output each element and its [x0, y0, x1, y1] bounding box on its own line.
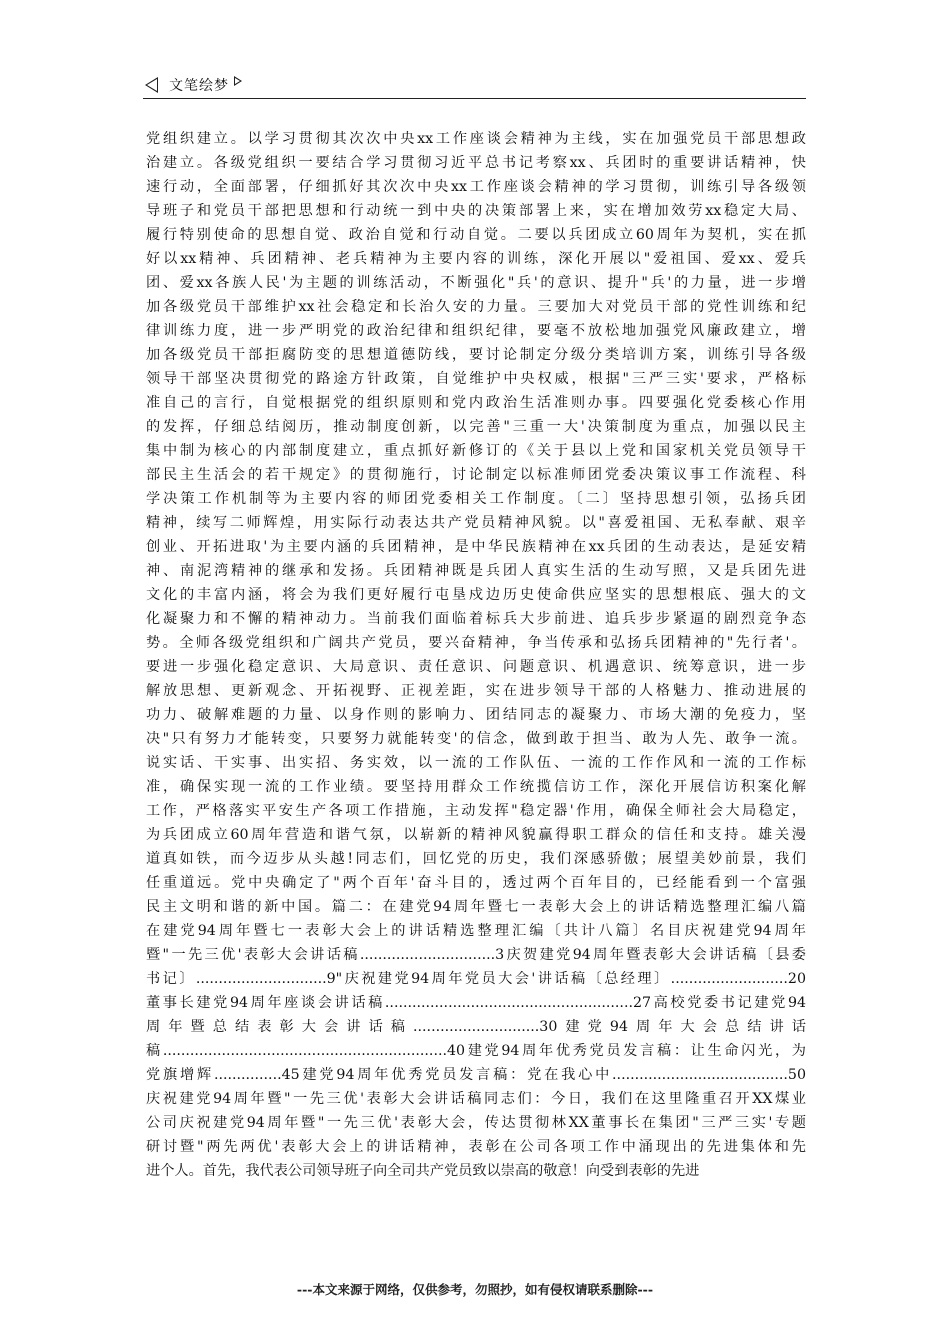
text-line: 神、南泥湾精神的继承和发扬。兵团精神既是兵团人真实生活的生动写照，又是兵团先进: [146, 563, 806, 579]
text-line: 研讨暨"两先两优'表彰大会上的讲话精神，表彰在公司各项工作中涌现出的先进集体和先: [146, 1139, 806, 1155]
text-line: 好以xx精神、兵团精神、老兵精神为主要内容的训练，深化开展以"爱祖国、爱xx、爱兵: [146, 251, 806, 267]
text-line: 书记〕.............................9"庆祝建党94周年党员大会'讲话稿〔总经理〕..........................20: [146, 971, 806, 987]
text-line: 公司庆祝建党94周年暨"一先三优'表彰大会，传达贯彻林XX董事长在集团"三严三实'专题: [146, 1115, 806, 1131]
triangle-left-icon: [145, 77, 158, 93]
footer-disclaimer: ---本文来源于网络，仅供参考，勿照抄，如有侵权请联系删除---: [296, 1282, 654, 1297]
text-line: 董事长建党94周年座谈会讲话稿.......................................................27高校党委书记建党94: [146, 995, 806, 1011]
text-line: 领导干部坚决贯彻党的路途方针政策，自觉维护中央权威，根据"三严三实'要求，严格标: [146, 371, 806, 387]
text-line: 党旗增辉...............45建党94周年优秀党员发言稿：党在我心中.......................................50: [146, 1067, 806, 1083]
text-line: 团、爱xx各族人民'为主题的训练活动，不断强化"兵'的意识、提升"兵'的力量，进一步增: [146, 275, 806, 291]
document-body: [146, 127, 806, 1183]
text-line: 加各级党员干部维护xx社会稳定和长治久安的力量。三要加大对党员干部的党性训练和纪: [146, 299, 806, 315]
text-line: 势。全师各级党组织和广阔共产党员，要兴奋精神，争当传承和弘扬兵团精神的"先行者'。: [146, 635, 806, 651]
text-line: 准，确保实现一流的工作业绩。要坚持用群众工作统揽信访工作，深化开展信访积案化解: [146, 779, 806, 795]
text-line: 学决策工作机制等为主要内容的师团党委相关工作制度。〔二〕坚持思想引领，弘扬兵团: [146, 491, 806, 507]
triangle-right-icon: [234, 76, 242, 86]
text-line: 加各级党员干部拒腐防变的思想道德防线，要讨论制定分级分类培训方案，训练引导各级: [146, 347, 806, 363]
text-line: 暨"一先三优'表彰大会讲话稿..............................3庆贺建党94周年暨表彰大会讲话稿〔县委: [146, 947, 806, 963]
text-line: 精神，续写二师辉煌，用实际行动表达共产党员精神风貌。以"喜爱祖国、无私奉献、艰辛: [146, 515, 806, 531]
text-line: 律训练力度，进一步严明党的政治纪律和组织纪律，要毫不放松地加强党风廉政建立，增: [146, 323, 806, 339]
text-line: 说实话、干实事、出实招、务实效，以一流的工作队伍、一流的工作作风和一流的工作标: [146, 755, 806, 771]
text-line: 准自己的言行，自觉根据党的组织原则和党内政治生活准则办事。四要强化党委核心作用: [146, 395, 806, 411]
text-line: 周年暨总结表彰大会讲话稿............................30建党94周年大会总结讲话: [146, 1019, 806, 1035]
text-line: 为兵团成立60周年营造和谐气氛，以崭新的精神风貌赢得职工群众的信任和支持。雄关漫: [146, 827, 806, 843]
text-line: 文化的丰富内涵，将会为我们更好履行屯垦戍边历史使命供应坚实的思想根底、强大的文: [146, 587, 806, 603]
text-line: 解放思想、更新观念、开拓视野、正视差距，实在进步领导干部的人格魅力、推动进展的: [146, 683, 806, 699]
text-line: 集中制为核心的内部制度建立，重点抓好新修订的《关于县以上党和国家机关党员领导干: [146, 443, 806, 459]
brand-title: 文笔绘梦: [169, 78, 229, 94]
text-line: 党组织建立。以学习贯彻其次次中央xx工作座谈会精神为主线，实在加强党员干部思想政: [146, 131, 806, 147]
text-line: 道真如铁，而今迈步从头越!同志们，回忆党的历史，我们深感骄傲；展望美妙前景，我们: [146, 851, 806, 867]
text-line: 在建党94周年暨七一表彰大会上的讲话精选整理汇编〔共计八篇〕名目庆祝建党94周年: [146, 923, 806, 939]
text-line: 稿...............................................................40建党94周年优秀党员发言稿：让生命闪光，为: [146, 1043, 806, 1059]
text-line: 功力、破解难题的力量、以身作则的影响力、团结同志的凝聚力、市场大潮的免疫力，坚: [146, 707, 806, 723]
page-header: [143, 72, 806, 99]
text-line: 进个人。首先，我代表公司领导班子向全司共产党员致以崇高的敬意！向受到表彰的先进: [146, 1163, 700, 1179]
text-line: 速行动，全面部署，仔细抓好其次次中央xx工作座谈会精神的学习贯彻，训练引导各级领: [146, 179, 806, 195]
text-line: 导班子和党员干部把思想和行动统一到中央的决策部署上来，实在增加效劳xx稳定大局、: [146, 203, 806, 219]
text-line: 决"只有努力才能转变，只要努力就能转变'的信念，做到敢于担当、敢为人先、敢争一流。: [146, 731, 806, 747]
text-line: 履行特别使命的思想自觉、政治自觉和行动自觉。二要以兵团成立60周年为契机，实在抓: [146, 227, 806, 243]
text-line: 要进一步强化稳定意识、大局意识、责任意识、问题意识、机遇意识、统筹意识，进一步: [146, 659, 806, 675]
text-line: 部民主生活会的若干规定》的贯彻施行，讨论制定以标准师团党委决策议事工作流程、科: [146, 467, 806, 483]
text-line: 创业、开拓进取'为主要内涵的兵团精神，是中华民族精神在xx兵团的生动表达，是延安精: [146, 539, 806, 555]
text-line: 工作，严格落实平安生产各项工作措施，主动发挥"稳定器'作用，确保全师社会大局稳定，: [146, 803, 806, 819]
text-line: 任重道远。党中央确定了"两个百年'奋斗目的，透过两个百年目的，已经能看到一个富强: [146, 875, 806, 891]
text-line: 化凝聚力和不懈的精神动力。当前我们面临着标兵大步前进、追兵步步紧逼的剧烈竞争态: [146, 611, 806, 627]
text-line: 治建立。各级党组织一要结合学习贯彻习近平总书记考察xx、兵团时的重要讲话精神，快: [146, 155, 806, 171]
text-line: 的发挥，仔细总结阅历，推动制度创新，以完善"三重一大'决策制度为重点，加强以民主: [146, 419, 806, 435]
text-line: 民主文明和谐的新中国。篇二：在建党94周年暨七一表彰大会上的讲话精选整理汇编八篇: [146, 899, 806, 915]
text-line: 庆祝建党94周年暨"一先三优'表彰大会讲话稿同志们：今日，我们在这里隆重召开XX煤业: [146, 1091, 806, 1107]
